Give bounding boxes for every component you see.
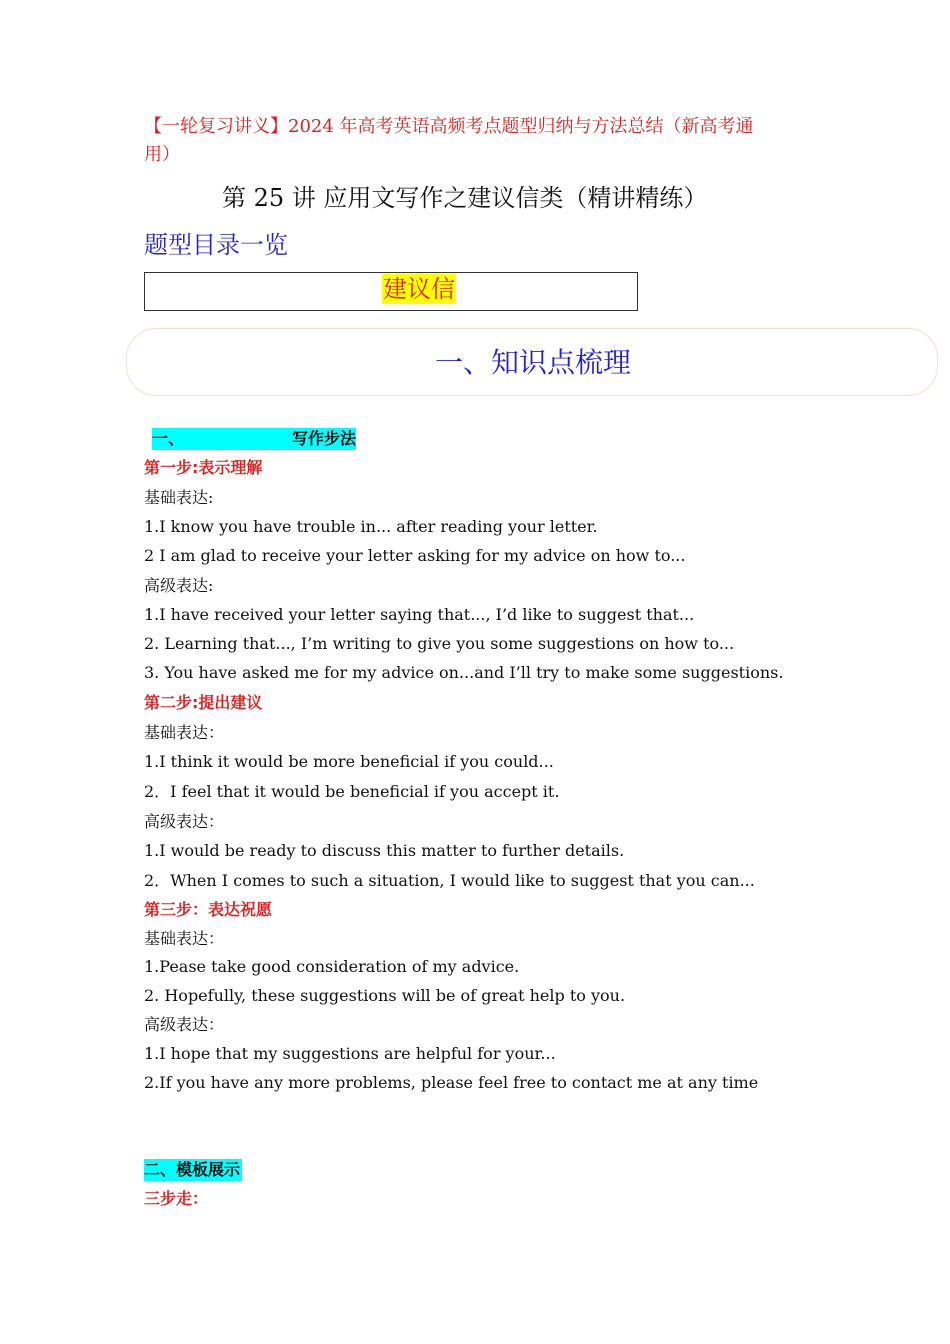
step2-basic-line1: 1.I think it would be more beneficial if you could... [144, 752, 554, 771]
step2-advanced-label: 高级表达： [144, 812, 225, 831]
step2-advanced-line2: 2．When I comes to such a situation, I would like to suggest that you can... [144, 871, 755, 890]
header-title-line2: 用） [144, 144, 180, 165]
step2-title: 第二步:提出建议 [144, 693, 263, 712]
document-header [144, 113, 814, 169]
section2-heading: 二、模板展示 [144, 1160, 241, 1179]
step2-advanced-line1: 1.I would be ready to discuss this matter to further details. [144, 841, 625, 860]
section2-subtitle: 三步走： [144, 1189, 209, 1208]
lecture-title: 第 25 讲 应用文写作之建议信类（精讲精练） [222, 184, 708, 212]
step1-advanced-label: 高级表达: [144, 576, 214, 595]
banner-title: 一、知识点梳理 [434, 346, 631, 379]
step2-basic-label: 基础表达： [144, 723, 225, 742]
toc-heading: 题型目录一览 [144, 231, 288, 259]
step1-title: 第一步:表示理解 [144, 458, 263, 477]
section-banner [126, 328, 938, 396]
step3-advanced-line1: 1.I hope that my suggestions are helpful for your... [144, 1044, 556, 1063]
step3-basic-line1: 1.Pease take good consideration of my advice. [144, 957, 520, 976]
step1-advanced-line3: 3. You have asked me for my advice on...and I’ll try to make some suggestions. [144, 663, 784, 682]
step3-advanced-label: 高级表达： [144, 1015, 225, 1034]
step1-basic-line1: 1.I know you have trouble in... after reading your letter. [144, 517, 598, 536]
step2-basic-line2: 2．I feel that it would be beneficial if you accept it. [144, 782, 560, 801]
step1-basic-line2: 2 I am glad to receive your letter asking for my advice on how to... [144, 546, 686, 565]
step3-advanced-line2: 2.If you have any more problems, please feel free to contact me at any time [144, 1073, 759, 1092]
section1-heading [152, 428, 356, 450]
section1-number: 一、 [152, 429, 185, 448]
step3-basic-label: 基础表达： [144, 929, 225, 948]
step1-advanced-line2: 2. Learning that..., I’m writing to give you some suggestions on how to... [144, 634, 735, 653]
step3-title: 第三步：表达祝愿 [144, 900, 273, 919]
toc-item-suggestion-letter[interactable]: 建议信 [383, 275, 455, 303]
header-title-line1: 【一轮复习讲义】2024 年高考英语高频考点题型归纳与方法总结（新高考通 [144, 116, 754, 137]
section1-title: 写作步法 [291, 429, 356, 448]
step1-basic-label: 基础表达: [144, 488, 214, 507]
step3-basic-line2: 2. Hopefully, these suggestions will be of great help to you. [144, 986, 626, 1005]
step1-advanced-line1: 1.I have received your letter saying that..., I’d like to suggest that... [144, 605, 695, 624]
